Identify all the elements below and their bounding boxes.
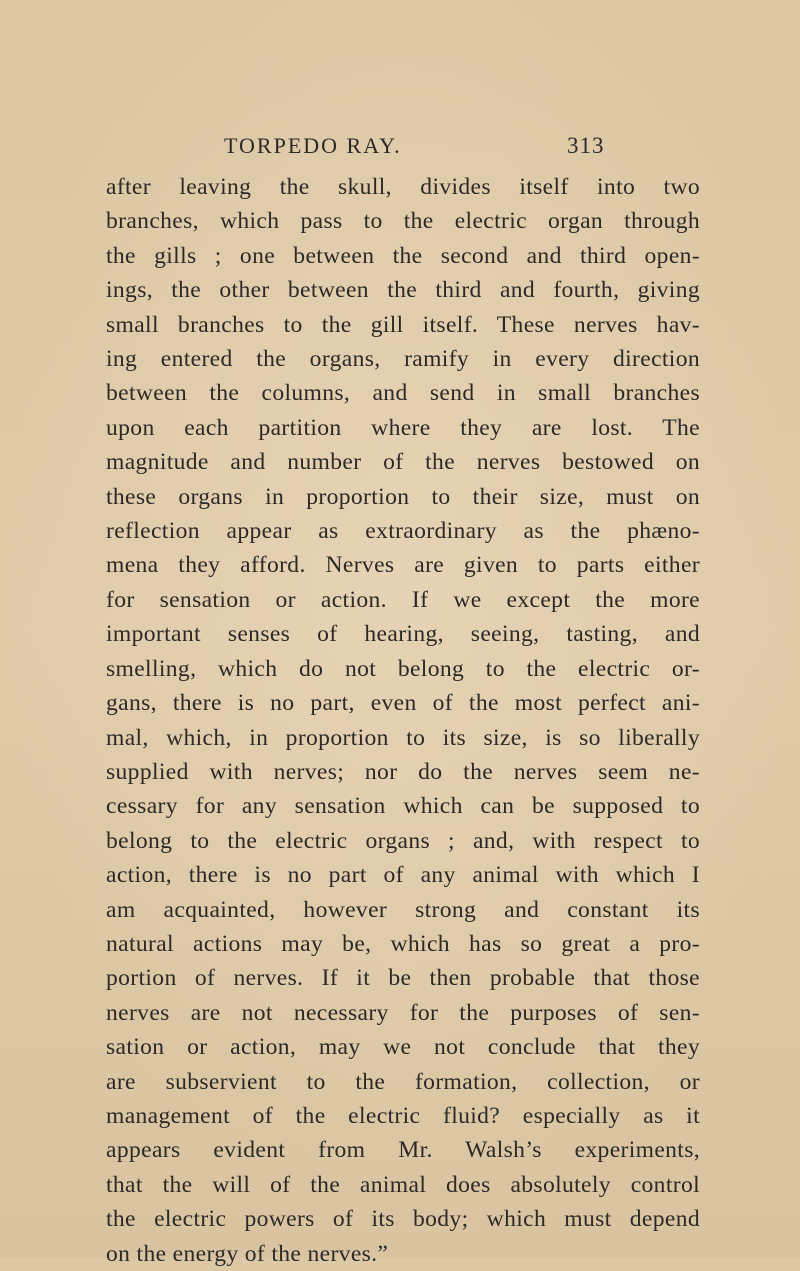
text-line: for sensation or action. If we except the more (106, 586, 700, 613)
text-line: the gills ; one between the second and third open- (106, 242, 700, 269)
text-line: on the energy of the nerves.” (106, 1240, 389, 1267)
text-line: reflection appear as extraordinary as the phæno- (106, 518, 700, 545)
body-text (106, 170, 700, 1271)
text-line: management of the electric fluid? especially as it (106, 1102, 700, 1129)
text-line: important senses of hearing, seeing, tasting, and (106, 621, 700, 648)
page-number: 313 (567, 133, 605, 158)
text-line: cessary for any sensation which can be supposed to (106, 793, 700, 820)
text-line: these organs in proportion to their size, must on (106, 483, 700, 510)
text-line: mena they afford. Nerves are given to parts either (106, 552, 700, 579)
text-line: supplied with nerves; nor do the nerves seem ne- (106, 758, 700, 785)
text-line: magnitude and number of the nerves bestowed on (106, 449, 700, 476)
text-line: ings, the other between the third and fourth, giving (106, 277, 700, 304)
text-line: mal, which, in proportion to its size, is so liberally (106, 724, 700, 751)
text-line: smelling, which do not belong to the electric or- (106, 655, 700, 682)
running-head (0, 133, 800, 163)
text-line: are subservient to the formation, collection, or (106, 1068, 700, 1095)
text-line: gans, there is no part, even of the most perfect ani- (106, 690, 700, 717)
text-line: branches, which pass to the electric organ through (106, 208, 700, 235)
text-line: small branches to the gill itself. These nerves hav- (106, 311, 700, 338)
text-line: between the columns, and send in small branches (106, 380, 700, 407)
text-line: belong to the electric organs ; and, with respect to (106, 827, 700, 854)
running-head-title: TORPEDO RAY. (224, 133, 402, 158)
text-line: portion of nerves. If it be then probable that those (106, 965, 700, 992)
text-line: action, there is no part of any animal with which I (106, 862, 700, 889)
text-line: appears evident from Mr. Walsh’s experiments, (106, 1137, 700, 1164)
text-line: am acquainted, however strong and constant its (106, 896, 700, 923)
text-line: ing entered the organs, ramify in every direction (106, 346, 700, 373)
text-line: nerves are not necessary for the purposes of sen- (106, 999, 700, 1026)
text-line: upon each partition where they are lost. The (106, 414, 700, 441)
text-line: that the will of the animal does absolutely control (106, 1171, 700, 1198)
text-line: the electric powers of its body; which must depend (106, 1206, 700, 1233)
text-line: after leaving the skull, divides itself into two (106, 174, 700, 200)
text-line: sation or action, may we not conclude that they (106, 1034, 700, 1061)
text-line: natural actions may be, which has so great a pro- (106, 930, 700, 957)
